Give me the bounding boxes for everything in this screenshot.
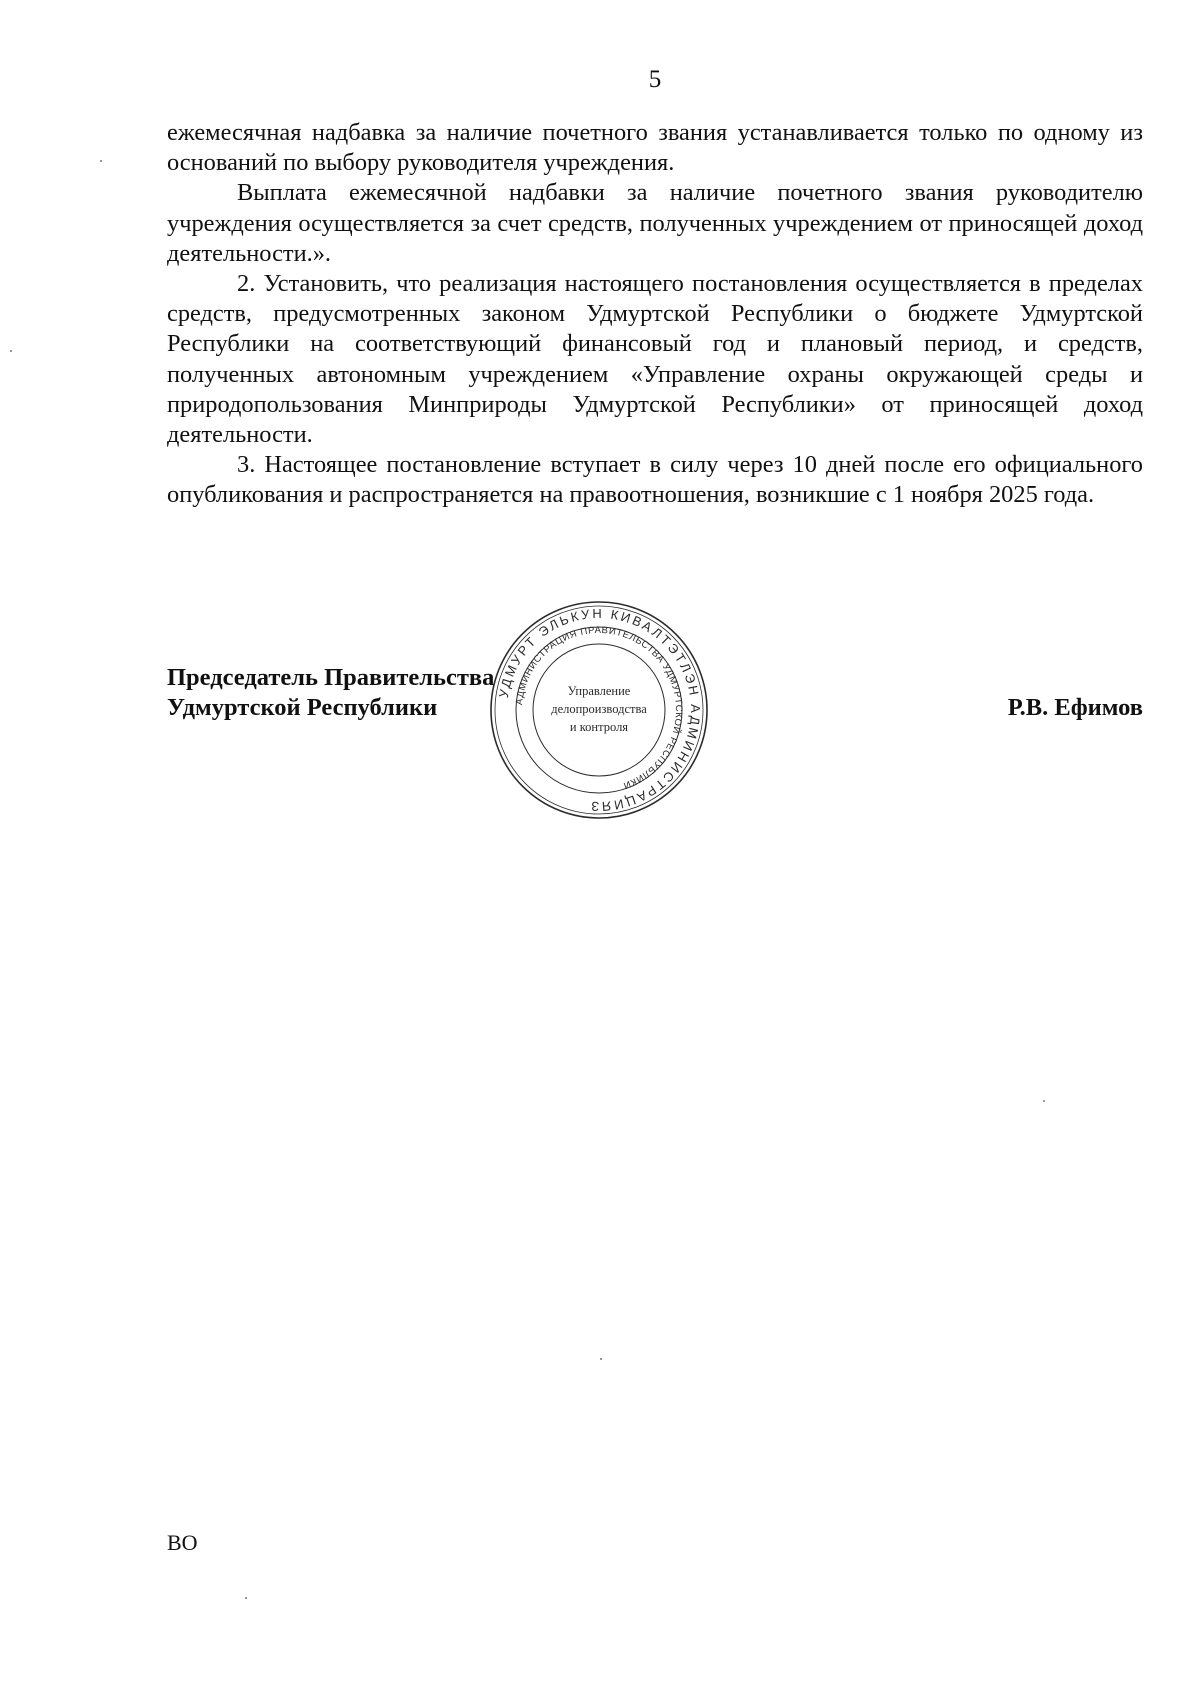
document-body	[167, 118, 1143, 511]
stamp-center-line-2: делопроизводства	[551, 702, 647, 716]
stamp-center-line-1: Управление	[567, 684, 631, 698]
page-number: 5	[648, 66, 662, 93]
signatory-title	[167, 663, 494, 723]
scan-speck	[245, 1597, 247, 1599]
signatory-name: Р.В. Ефимов	[1007, 694, 1143, 721]
scan-speck	[10, 350, 12, 352]
scan-speck	[1043, 1100, 1045, 1102]
paragraph-item-3: 3. Настоящее постановление вступает в силу через 10 дней после его официального опубликования и распространяется на правоотношения, возникшие с 1 ноября 2025 года.	[167, 451, 1143, 509]
stamp-inner-ring-text: АДМИНИСТРАЦИЯ ПРАВИТЕЛЬСТВА УДМУРТСКОЙ РЕСПУБЛИКИ	[514, 624, 685, 791]
stamp-center-line-3: и контроля	[569, 720, 629, 734]
scan-speck	[100, 160, 102, 162]
signatory-title-line-1: Председатель Правительства	[167, 664, 495, 691]
official-stamp	[484, 595, 714, 825]
stamp-seal-graphic	[484, 595, 714, 825]
paragraph-continuation: ежемесячная надбавка за наличие почетного звания устанавливается только по одному из оснований по выбору руководителя учреждения.	[167, 119, 1143, 177]
scan-speck	[600, 1358, 602, 1360]
paragraph-item-2: 2. Установить, что реализация настоящего постановления осуществляется в пределах средств, предусмотренных законом Удмуртской Республики о бюджете Удмуртской Республики на соответствующий финансовый год и плановый период, и средств, полученных автономным учреждением «Управление охраны окружающей среды и природопользования Минприроды Удмуртской Республики» от приносящей доход деятельности.	[167, 270, 1143, 449]
signatory-title-line-2: Удмуртской Республики	[167, 694, 438, 721]
paragraph-payment-source: Выплата ежемесячной надбавки за наличие почетного звания руководителю учреждения осуществляется за счет средств, полученных учреждением от приносящей доход деятельности.».	[167, 179, 1143, 267]
stamp-outer-ring-text: УДМУРТ ЭЛЬКУН КИВАЛТЭТЛЭН АДМИНИСТРАЦИЯЗ	[495, 605, 704, 815]
footer-initials: ВО	[167, 1530, 198, 1555]
